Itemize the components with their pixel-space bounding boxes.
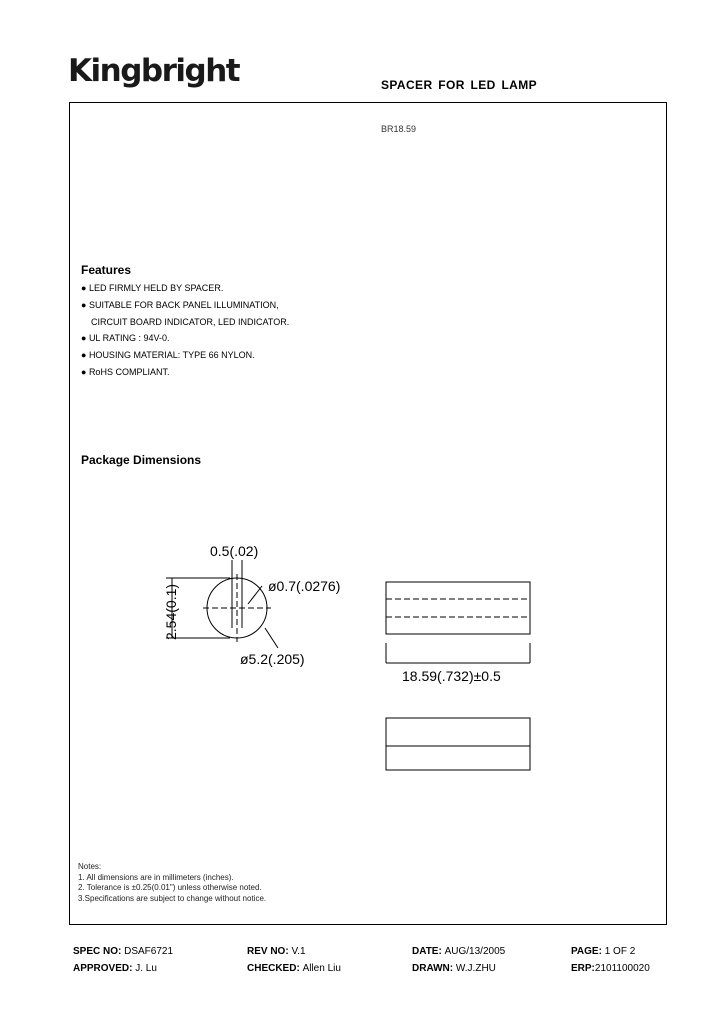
package-dimensions-heading: Package Dimensions [81, 453, 202, 467]
drawn-value: W.J.ZHU [455, 963, 496, 974]
footer-erp [571, 963, 650, 974]
date-value: AUG/13/2005 [444, 946, 506, 957]
outer-dia-leader [265, 628, 278, 648]
erp-value: 2101100020 [594, 963, 650, 974]
top-view-rectangle [386, 718, 530, 770]
feature-text: HOUSING MATERIAL: TYPE 66 NYLON. [88, 350, 255, 361]
inner-diameter-label: ø0.7(.0276) [268, 578, 341, 594]
features-heading: Features [81, 263, 132, 277]
footer-spec-no [73, 946, 173, 957]
brand-logo: Kingbright [68, 53, 240, 89]
height-label: 2.54(0.1) [163, 583, 179, 640]
feature-item: ● HOUSING MATERIAL: TYPE 66 NYLON. [81, 350, 255, 361]
length-label: 18.59(.732)±0.5 [402, 668, 501, 684]
side-view-rectangle [386, 582, 530, 634]
footer-page [571, 946, 635, 957]
footer-checked [247, 963, 341, 974]
footer-rev-no [247, 946, 306, 957]
approved-value: J. Lu [135, 963, 157, 974]
page-label: PAGE: [571, 946, 602, 957]
erp-label: ERP: [571, 963, 595, 974]
notes-block [78, 862, 266, 904]
feature-item: ● LED FIRMLY HELD BY SPACER. [81, 283, 224, 293]
rev-value: V.1 [291, 946, 306, 957]
note-item: 1. All dimensions are in millimeters (inches). [78, 872, 234, 882]
feature-text: RoHS COMPLIANT. [88, 366, 170, 377]
part-number: BR18.59 [381, 124, 417, 134]
notes-title: Notes: [78, 862, 102, 871]
note-item: 2. Tolerance is ±0.25(0.01") unless otherwise noted. [78, 883, 262, 892]
checked-value: Allen Liu [302, 963, 341, 974]
feature-text: SUITABLE FOR BACK PANEL ILLUMINATION, [88, 299, 279, 310]
approved-label: APPROVED: [73, 963, 133, 974]
feature-item: ● UL RATING : 94V-0. [81, 333, 170, 344]
footer-drawn [412, 963, 496, 974]
feature-text: UL RATING : 94V-0. [88, 333, 170, 344]
note-item: 3.Specifications are subject to change without notice. [78, 893, 267, 903]
feature-text: LED FIRMLY HELD BY SPACER. [88, 283, 224, 293]
feature-item: ● RoHS COMPLIANT. [81, 366, 170, 377]
inner-dia-leader [248, 586, 262, 604]
feature-item: ● SUITABLE FOR BACK PANEL ILLUMINATION, [81, 299, 279, 310]
footer-approved [73, 963, 157, 974]
spec-value: DSAF6721 [124, 946, 174, 957]
feature-text: CIRCUIT BOARD INDICATOR, LED INDICATOR. [91, 316, 290, 327]
spec-label: SPEC NO: [73, 946, 122, 957]
rev-label: REV NO: [247, 946, 289, 957]
date-label: DATE: [412, 946, 442, 957]
checked-label: CHECKED: [247, 963, 300, 974]
document-title: SPACER FOR LED LAMP [381, 78, 538, 92]
footer-date [412, 946, 505, 957]
drawn-label: DRAWN: [412, 963, 454, 974]
outer-diameter-label: ø5.2(.205) [240, 651, 305, 667]
slot-width-label: 0.5(.02) [210, 543, 259, 559]
page-value: 1 OF 2 [604, 946, 636, 957]
